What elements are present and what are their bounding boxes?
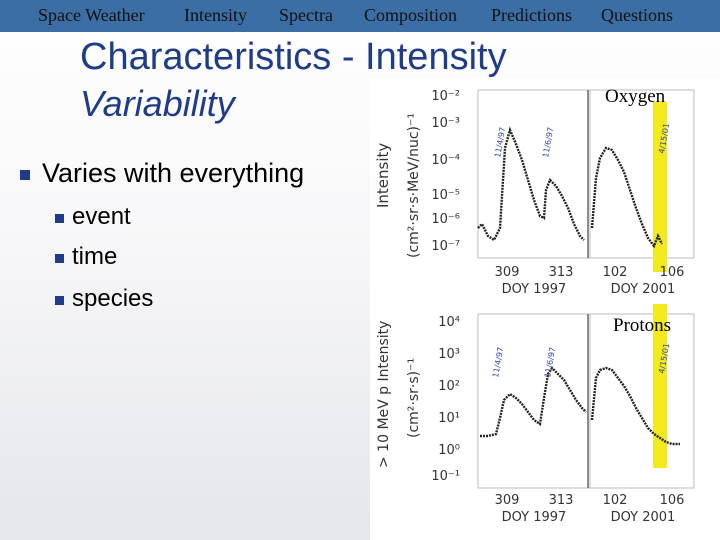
y-tick-label: 10⁻⁶: [431, 212, 460, 227]
y-tick-label: 10²: [438, 379, 460, 394]
y-tick-label: 10⁻⁷: [431, 239, 460, 254]
y-tick-label: 10⁻¹: [431, 469, 460, 484]
x-tick-label: 106: [659, 493, 685, 508]
sub-bullet-text: time: [72, 243, 118, 270]
annotation-text: 11/4/97: [493, 126, 508, 159]
x-axis-label: DOY 1997: [501, 510, 567, 525]
nav-link-questions[interactable]: Questions: [601, 5, 673, 25]
bullet-marker: [20, 170, 30, 180]
bullet-main-text: Varies with everything: [42, 158, 305, 188]
y-tick-label: 10¹: [438, 411, 460, 426]
x-tick-label: 102: [602, 265, 628, 280]
x-axis-label: DOY 1997: [501, 282, 567, 297]
y-axis-unit: (cm²·sr·s)⁻¹: [406, 357, 422, 438]
annotation-text: 11/4/97: [491, 346, 506, 379]
y-axis-label: Intensity: [374, 142, 392, 208]
intensity-figure: [370, 78, 720, 540]
annotation-text: 11/6/97: [543, 346, 558, 379]
x-tick-label: 106: [659, 265, 685, 280]
x-tick-label: 102: [602, 493, 628, 508]
y-axis-unit: (cm²·sr·s·MeV/nuc)⁻¹: [406, 113, 422, 258]
bullet-marker: [55, 254, 64, 263]
bullet-marker: [55, 296, 64, 305]
sub-bullet-text: species: [72, 285, 154, 312]
annotation-text: 4/15/01: [657, 342, 672, 375]
protons-label: Protons: [613, 315, 672, 336]
nav-link-spectra[interactable]: Spectra: [279, 5, 333, 25]
oxygen-label: Oxygen: [605, 86, 666, 107]
nav-link-intensity[interactable]: Intensity: [184, 5, 247, 25]
sub-bullet-text: event: [72, 203, 131, 230]
y-tick-label: 10⁻²: [431, 89, 460, 104]
nav-link-space-weather[interactable]: Space Weather: [38, 5, 145, 25]
y-tick-label: 10⁻⁴: [431, 153, 460, 168]
slide-title: Characteristics - Intensity: [80, 36, 507, 78]
y-tick-label: 10⁻⁵: [431, 188, 460, 203]
bullet-marker: [55, 214, 64, 223]
y-tick-label: 10⁻³: [431, 116, 460, 131]
slide-subtitle: Variability: [80, 83, 235, 124]
y-tick-label: 10³: [438, 347, 460, 362]
x-tick-label: 309: [494, 493, 520, 508]
x-tick-label: 313: [548, 265, 574, 280]
nav-link-predictions[interactable]: Predictions: [491, 5, 572, 25]
x-axis-label: DOY 2001: [610, 510, 676, 525]
x-tick-label: 313: [548, 493, 574, 508]
y-axis-label: > 10 MeV p Intensity: [376, 320, 392, 468]
y-tick-label: 10⁴: [438, 315, 460, 330]
x-tick-label: 309: [494, 265, 520, 280]
annotation-text: 11/6/97: [541, 126, 556, 159]
nav-link-composition[interactable]: Composition: [364, 5, 458, 25]
x-axis-label: DOY 2001: [610, 282, 676, 297]
annotation-text: 4/15/01: [657, 122, 672, 155]
y-tick-label: 10⁰: [438, 443, 460, 458]
